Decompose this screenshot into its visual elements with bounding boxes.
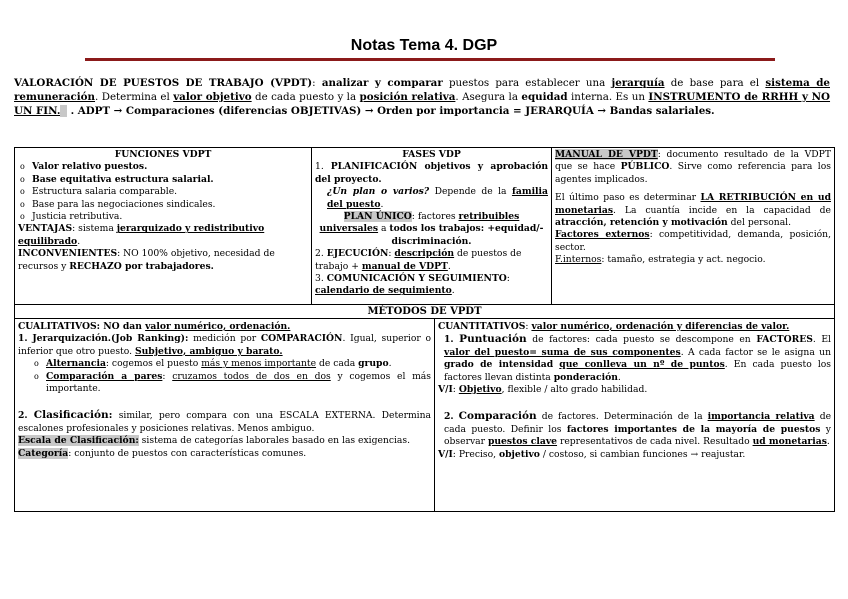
inconvenientes xyxy=(18,248,308,273)
text: Depende de la xyxy=(429,186,512,198)
text: . xyxy=(826,436,830,448)
intro-paragraph xyxy=(14,76,830,118)
text: medición por xyxy=(188,333,261,345)
list-item-text: Base para las negociaciones sindicales. xyxy=(32,198,216,210)
text: grado de intensidad xyxy=(444,359,554,371)
text: : sistema xyxy=(72,223,117,235)
text: . A cada factor se le asigna un xyxy=(680,346,831,358)
text: : xyxy=(388,248,395,260)
manual-definition xyxy=(555,149,831,186)
escala-clasificacion xyxy=(18,435,431,447)
text: 2. xyxy=(444,411,454,423)
text: PÚBLICO xyxy=(620,161,670,173)
text: más y menos importante xyxy=(201,358,317,370)
vi-comparacion xyxy=(438,449,831,461)
text: ud monetarias xyxy=(752,436,827,448)
categoria xyxy=(18,448,431,460)
manual-cell xyxy=(551,147,835,305)
text: : factores xyxy=(411,211,459,223)
list-item-text: Valor relativo puestos. xyxy=(32,161,148,173)
fases-header: FASES VDP xyxy=(402,149,461,160)
text: . xyxy=(77,235,81,247)
text: . La cuantía incide en la capacidad de xyxy=(613,204,831,216)
plan-unico xyxy=(315,211,548,248)
fase-3: 3. COMUNICACIÓN Y SEGUIMIENTO: calendario de seguimiento. xyxy=(315,273,510,297)
text: 2. xyxy=(18,410,28,422)
text: Subjetivo, ambiguo y barato. xyxy=(134,345,283,357)
text: ponderación xyxy=(553,371,618,383)
text: . xyxy=(447,260,451,272)
text: Comparación a pares xyxy=(46,370,163,382)
funciones-cell xyxy=(14,147,312,305)
text: a xyxy=(378,223,390,235)
text: grupo xyxy=(358,358,389,370)
text: . Igual, superior o inferior que otro puesto. xyxy=(18,333,431,357)
text: retribuibles universales xyxy=(319,211,520,235)
text: representativos de cada nivel. Resultado xyxy=(557,436,753,448)
list-item xyxy=(32,161,308,173)
funciones-header: FUNCIONES VDPT xyxy=(114,149,212,160)
text: y cogemos el más importante. xyxy=(46,370,431,395)
cuantitativos-header xyxy=(438,321,831,333)
fase-1: 1. PLANIFICACIÓN objetivos y aprobación del proyecto. xyxy=(315,161,549,185)
text: de cada puesto. Definir los xyxy=(444,411,832,435)
list-item xyxy=(32,186,308,198)
text: PLAN ÚNICO xyxy=(343,211,412,223)
text: Clasificación: xyxy=(33,409,113,422)
intro-text: INSTRUMENTO de RRHH y NO UN FIN. xyxy=(14,91,831,117)
comparacion-factores xyxy=(438,410,831,448)
text: . El xyxy=(812,334,831,346)
text: valor del puesto= suma de sus componentes xyxy=(444,346,681,358)
text: LA RETRIBUCIÓN en ud monetarias xyxy=(555,192,831,216)
text: manual de VDPT xyxy=(361,260,448,272)
text: del personal. xyxy=(727,217,792,229)
text: ¿Un plan o varios? xyxy=(327,186,430,198)
text: . Sirve como referencia para los agentes implicados. xyxy=(555,161,831,185)
text: descripción xyxy=(394,248,455,260)
intro-text: posición relativa xyxy=(359,91,456,103)
text: , flexible / alto grado habilidad. xyxy=(501,384,648,396)
text: : xyxy=(506,273,510,285)
text: jerarquizado y redistributivo equilibrado xyxy=(18,223,265,247)
fases-cell xyxy=(311,147,552,305)
intro-text: de base para el xyxy=(664,77,766,89)
text: . xyxy=(617,371,621,383)
intro-text: interna. Es un xyxy=(567,91,649,103)
intro-text: : xyxy=(312,77,322,89)
list-item xyxy=(46,358,431,370)
text: Factores externos xyxy=(555,229,650,241)
text: Categoría xyxy=(18,447,69,459)
intro-term: VALORACIÓN DE PUESTOS DE TRABAJO (VPDT) xyxy=(14,77,313,89)
text: El último paso es determinar xyxy=(555,192,701,204)
text: Comparación xyxy=(458,410,537,423)
text: CUANTITATIVOS xyxy=(438,321,526,332)
inconvenientes-label: INCONVENIENTES xyxy=(18,248,118,260)
text: Objetivo xyxy=(458,384,502,396)
text: PLANIFICACIÓN objetivos y aprobación del proyecto. xyxy=(315,161,549,185)
list-item xyxy=(32,174,308,186)
cuantitativos-cell xyxy=(434,318,835,512)
jerarquizacion-list xyxy=(18,358,431,395)
text: 1. xyxy=(444,334,454,346)
factores-internos xyxy=(555,254,831,266)
text: valor numérico, ordenación. xyxy=(145,321,291,332)
vi-puntuacion xyxy=(438,384,831,396)
text: valor numérico, ordenación y diferencias de valor. xyxy=(531,321,790,332)
metodos-header: MÉTODOS DE VPDT xyxy=(14,304,835,319)
document-title: Notas Tema 4. DGP xyxy=(350,37,498,54)
text: todos xyxy=(389,223,418,235)
intro-text: . ADPT → Comparaciones (diferencias OBJETIVAS) → Orden por importancia = JERARQUÍA → Bandas salariales. xyxy=(67,105,715,117)
intro-text: jerarquía xyxy=(611,77,665,89)
text: : conjunto de puestos con características comunes. xyxy=(68,447,307,459)
intro-text: de cada puesto y la xyxy=(251,91,360,103)
text: CUALITATIVOS xyxy=(18,321,97,332)
list-item-text: Base equitativa estructura salarial. xyxy=(32,173,214,185)
text: : NO dan xyxy=(96,321,146,332)
list-item-text: Estructura salaria comparable. xyxy=(32,186,178,198)
text: de cada xyxy=(316,358,359,370)
text: : xyxy=(162,370,173,382)
intro-text: analizar y comparar xyxy=(321,77,443,89)
text: V/I xyxy=(438,448,453,460)
intro-text: . Determina el xyxy=(95,91,174,103)
text: . xyxy=(388,358,392,370)
cualitativos-cell xyxy=(14,318,435,512)
text: : tamaño, estrategia y act. negocio. xyxy=(601,254,766,266)
text: objetivo xyxy=(499,448,540,460)
text: F.internos xyxy=(555,254,602,266)
text: sistema de categorías laborales basado en las exigencias. xyxy=(138,435,411,447)
ventajas xyxy=(18,223,308,248)
intro-text: valor objetivo xyxy=(173,91,252,103)
ventajas-label: VENTAJAS xyxy=(18,223,73,235)
text: FACTORES xyxy=(756,334,813,346)
text: : cogemos el puesto xyxy=(105,358,202,370)
jerarquizacion xyxy=(18,333,431,358)
text: importancia relativa xyxy=(707,411,815,423)
text: COMPARACIÓN xyxy=(260,333,343,345)
puntuacion xyxy=(438,333,831,384)
intro-text: puestos para establecer una xyxy=(442,77,612,89)
fase-2: 2. EJECUCIÓN: descripción de puestos de trabajo + manual de VDPT. xyxy=(315,248,522,272)
intro-text: sistema de remuneración xyxy=(14,77,830,103)
text: de puestos de trabajo + xyxy=(315,248,522,272)
text: de factores: cada puesto se descompone en xyxy=(526,334,757,346)
list-item xyxy=(32,211,308,223)
text: y observar xyxy=(444,423,831,448)
text: MANUAL DE VPDT xyxy=(555,149,658,160)
text: similar, pero compara con una ESCALA EXTERNA. Determina escalones profesionales y posiciones relativas. Menos ambiguo. xyxy=(18,410,432,434)
funciones-list xyxy=(18,161,308,223)
text: : xyxy=(452,384,459,396)
text: . xyxy=(380,198,384,210)
text: calendario de seguimiento xyxy=(315,285,452,297)
cualitativos-header xyxy=(18,321,431,333)
factores-externos xyxy=(555,229,831,254)
text: Alternancia xyxy=(46,358,106,370)
text: Puntuación xyxy=(459,333,527,346)
clasificacion xyxy=(18,409,431,435)
text: Jerarquización.(Job Ranking): xyxy=(32,333,189,345)
text: . xyxy=(451,285,455,297)
text: atracción, retención y motivación xyxy=(555,217,728,229)
list-item xyxy=(32,199,308,211)
text: : NO 100% objetivo, necesidad de recursos y xyxy=(18,248,275,272)
text: puestos clave xyxy=(487,436,558,448)
text: / costoso, si cambian funciones → reajustar. xyxy=(539,448,746,460)
text: de factores. Determinación de la xyxy=(536,411,708,423)
list-item xyxy=(46,371,431,396)
intro-text: equidad xyxy=(521,91,568,103)
text: 1. xyxy=(18,333,28,345)
fase-1-detail xyxy=(315,186,548,211)
list-item-text: Justicia retributiva. xyxy=(32,211,123,223)
manual-retribucion xyxy=(555,192,831,229)
text: : documento resultado de la VDPT que se hace xyxy=(555,149,831,173)
text: : competitividad, demanda, posición, sector. xyxy=(555,229,831,253)
text: COMUNICACIÓN Y SEGUIMIENTO xyxy=(326,273,507,285)
text: que conlleva un nº de puntos xyxy=(559,359,725,371)
text: RECHAZO por trabajadores. xyxy=(69,260,214,272)
intro-text: . Asegura la xyxy=(455,91,522,103)
text: V/I xyxy=(438,384,453,396)
text: cruzamos todos de dos en dos xyxy=(172,370,331,382)
text: los trabajos: +equidad/-discriminación. xyxy=(391,223,544,247)
text: . En cada puesto los factores llevan distinta xyxy=(444,359,831,383)
title-rule xyxy=(85,58,775,61)
text: : xyxy=(525,321,532,332)
text: EJECUCIÓN xyxy=(326,248,389,260)
text: factores importantes de la mayoría de puestos xyxy=(566,423,821,435)
text: : Preciso, xyxy=(452,448,499,460)
text: Escala de Clasificación: xyxy=(18,435,139,447)
text: familia del puesto xyxy=(327,186,548,210)
